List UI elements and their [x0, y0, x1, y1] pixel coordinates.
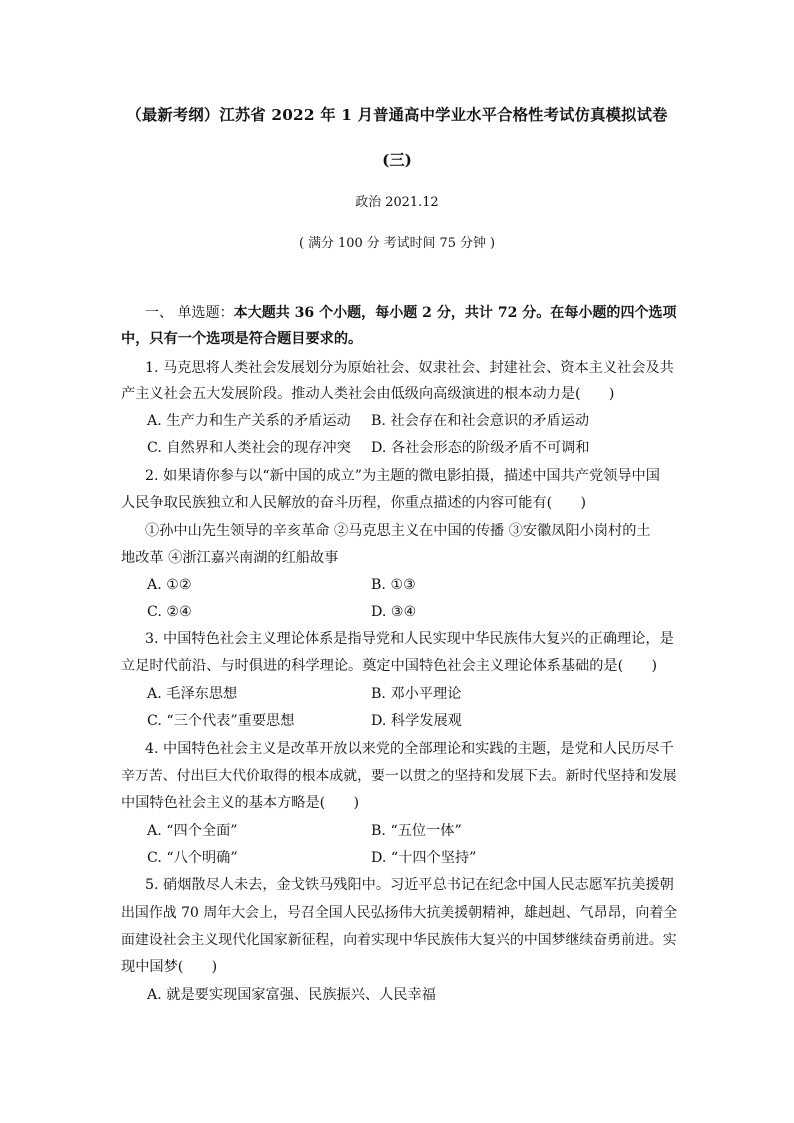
question-3-option-c: C. “三个代表”重要思想 — [147, 713, 295, 729]
question-2-option-b: B. ①③ — [371, 577, 416, 593]
question-4-stem-cont-1: 辛万苦、付出巨大代价取得的根本成就，要一以贯之的坚持和发展下去。新时代坚持和发展 — [121, 768, 677, 784]
question-3-option-b: B. 邓小平理论 — [371, 686, 462, 702]
question-3-stem-cont: 立足时代前沿、与时俱进的科学理论。奠定中国特色社会主义理论体系基础的是( ) — [121, 658, 658, 674]
question-3-stem: 3. 中国特色社会主义理论体系是指导党和人民实现中华民族伟大复兴的正确理论，是 — [145, 631, 674, 647]
section-instruction: 本大题共 36 个小题，每小题 2 分，共计 72 分。在每小题的四个选项 — [233, 305, 677, 321]
question-5-stem-cont-2: 面建设社会主义现代化国家新征程，向着实现中华民族伟大复兴的中国梦继续奋勇前进。实 — [121, 932, 677, 948]
question-1-option-d: D. 各社会形态的阶级矛盾不可调和 — [371, 440, 590, 456]
question-4-option-d: D. “十四个坚持” — [371, 850, 477, 866]
question-5-stem-cont-1: 出国作战 70 周年大会上，号召全国人民弘扬伟大抗美援朝精神，雄赳赳、气昂昂，向着全 — [121, 905, 678, 921]
section-heading-line-1 — [145, 300, 677, 326]
question-1-option-b: B. 社会存在和社会意识的矛盾运动 — [371, 413, 590, 429]
question-4-stem: 4. 中国特色社会主义是改革开放以来党的全部理论和实践的主题，是党和人民历尽千 — [145, 741, 674, 757]
question-2-statements-cont: 地改革 ④浙江嘉兴南湖的红船故事 — [121, 550, 339, 566]
question-4-option-c: C. “八个明确” — [147, 850, 238, 866]
question-4-option-a: A. “四个全面” — [147, 823, 238, 839]
question-2-option-c: C. ②④ — [147, 604, 192, 620]
question-4-stem-cont-2: 中国特色社会主义的基本方略是( ) — [121, 795, 360, 811]
question-1-stem-cont: 产主义社会五大发展阶段。推动人类社会由低级向高级演进的根本动力是( ) — [121, 386, 615, 402]
section-heading-line-2 — [121, 326, 362, 352]
question-5-stem: 5. 硝烟散尽人未去，金戈铁马残阳中。习近平总书记在纪念中国人民志愿军抗美援朝 — [145, 877, 674, 893]
document-subtitle: (三) — [382, 151, 412, 169]
question-1-option-c: C. 自然界和人类社会的现存冲突 — [147, 440, 351, 456]
document-title: （最新考纲）江苏省 2022 年 1 月普通高中学业水平合格性考试仿真模拟试卷 — [126, 106, 668, 124]
question-3-option-d: D. 科学发展观 — [371, 713, 462, 729]
section-instruction-cont: 中，只有一个选项是符合题目要求的。 — [121, 331, 363, 347]
score-time-info: ( 满分 100 分 考试时间 75 分钟 ) — [298, 236, 495, 251]
subject-date: 政治 2021.12 — [355, 195, 439, 210]
question-2-option-d: D. ③④ — [371, 604, 417, 620]
question-2-stem: 2. 如果请你参与以“新中国的成立”为主题的微电影拍摄，描述中国共产党领导中国 — [145, 468, 660, 484]
question-2-stem-cont: 人民争取民族独立和人民解放的奋斗历程，你重点描述的内容可能有( ) — [121, 495, 587, 511]
question-5-stem-cont-3: 现中国梦( ) — [121, 959, 218, 975]
question-1-option-a: A. 生产力和生产关系的矛盾运动 — [147, 413, 351, 429]
question-5-option-a: A. 就是要实现国家富强、民族振兴、人民幸福 — [147, 987, 436, 1003]
question-4-option-b: B. “五位一体” — [371, 823, 462, 839]
question-1-stem: 1. 马克思将人类社会发展划分为原始社会、奴隶社会、封建社会、资本主义社会及共 — [145, 360, 674, 376]
question-2-option-a: A. ①② — [147, 577, 192, 593]
section-number: 一、 单选题： — [145, 305, 234, 321]
question-2-statements: ①孙中山先生领导的辛亥革命 ②马克思主义在中国的传播 ③安徽凤阳小岗村的土 — [145, 523, 651, 539]
question-3-option-a: A. 毛泽东思想 — [147, 686, 238, 702]
